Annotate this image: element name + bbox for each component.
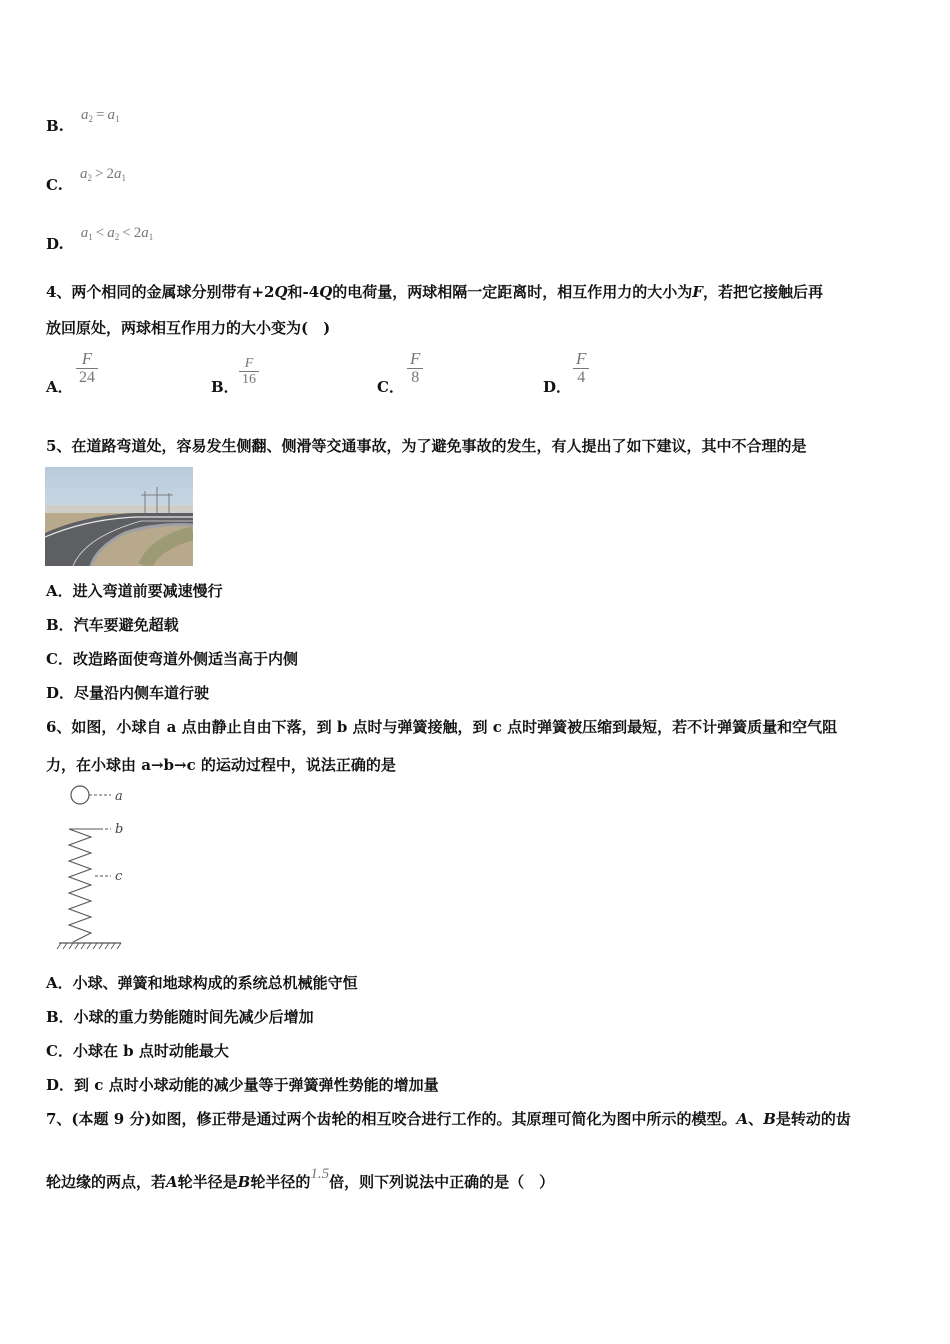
label-c: c xyxy=(115,869,123,884)
ground-hatching xyxy=(57,943,121,949)
road-curve-photo xyxy=(45,467,193,566)
q4-options: A． F 24 B． F 16 C． F 8 D． F 4 xyxy=(46,350,646,398)
q6-stem-line2: 力，在小球由 a→b→c 的运动过程中，说法正确的是 xyxy=(46,756,396,774)
q5-option-d: D．尽量沿内侧车道行驶 xyxy=(46,684,210,702)
q6-stem-line1: 6、如图，小球自 a 点由静止自由下落，到 b 点时与弹簧接触，到 c 点时弹簧被压缩到最短，若不计弹簧质量和空气阻 xyxy=(46,718,838,736)
label-b: b xyxy=(115,822,124,837)
road-curve-image xyxy=(45,467,193,566)
ratio-value: 1.5 xyxy=(310,1166,330,1182)
spring-icon xyxy=(69,829,91,942)
q5-option-c: C．改造路面使弯道外侧适当高于内侧 xyxy=(46,650,298,668)
q6-option-b: B．小球的重力势能随时间先减少后增加 xyxy=(46,1008,314,1026)
fraction: F 24 xyxy=(76,350,98,387)
q5-option-b: B．汽车要避免超载 xyxy=(46,616,179,634)
option-label: B. xyxy=(46,117,64,135)
label-a: a xyxy=(115,789,123,804)
q5-option-a: A．进入弯道前要减速慢行 xyxy=(46,582,223,600)
fraction: F 16 xyxy=(239,356,259,387)
spring-ball-figure xyxy=(55,782,135,952)
q5-stem: 5、在道路弯道处，容易发生侧翻、侧滑等交通事故，为了避免事故的发生，有人提出了如下建议，其中不合理的是 xyxy=(46,437,807,455)
q3-option-d xyxy=(46,222,154,253)
q3-option-c xyxy=(46,163,126,194)
formula-a1-lt-a2-lt-2a1: $a_1 < a_2 < 2a_1$ xyxy=(80,225,154,242)
q6-option-d: D．到 c 点时小球动能的减少量等于弹簧弹性势能的增加量 xyxy=(46,1076,439,1094)
q7-stem-line1: 7、(本题 9 分)如图，修正带是通过两个齿轮的相互咬合进行工作的。其原理可简化为图中所示的模型。A、B是转动的齿 xyxy=(46,1110,851,1128)
fraction: F 8 xyxy=(407,350,423,387)
option-label: D. xyxy=(46,235,64,253)
q4-stem-line2: 放回原处，两球相互作用力的大小变为( ) xyxy=(46,319,331,337)
option-label: C. xyxy=(46,176,63,194)
q7-stem-line2: 轮边缘的两点，若A轮半径是B轮半径的1.5倍，则下列说法中正确的是（ ） xyxy=(46,1166,555,1191)
ball-icon xyxy=(71,786,89,804)
spring-ball-diagram xyxy=(55,782,135,952)
q4-stem-line1: 4、两个相同的金属球分别带有+2Q和-4Q的电荷量，两球相隔一定距离时，相互作用力的大小为F，若把它接触后再 xyxy=(46,283,823,301)
fraction: F 4 xyxy=(573,350,589,387)
q6-option-c: C．小球在 b 点时动能最大 xyxy=(46,1042,229,1060)
formula-a2-eq-a1: $a_2 = a_1$ xyxy=(81,107,120,124)
q6-option-a: A．小球、弹簧和地球构成的系统总机械能守恒 xyxy=(46,974,358,992)
formula-a2-gt-2a1: $a_2 > 2a_1$ xyxy=(80,166,126,183)
q3-option-b xyxy=(46,104,120,135)
